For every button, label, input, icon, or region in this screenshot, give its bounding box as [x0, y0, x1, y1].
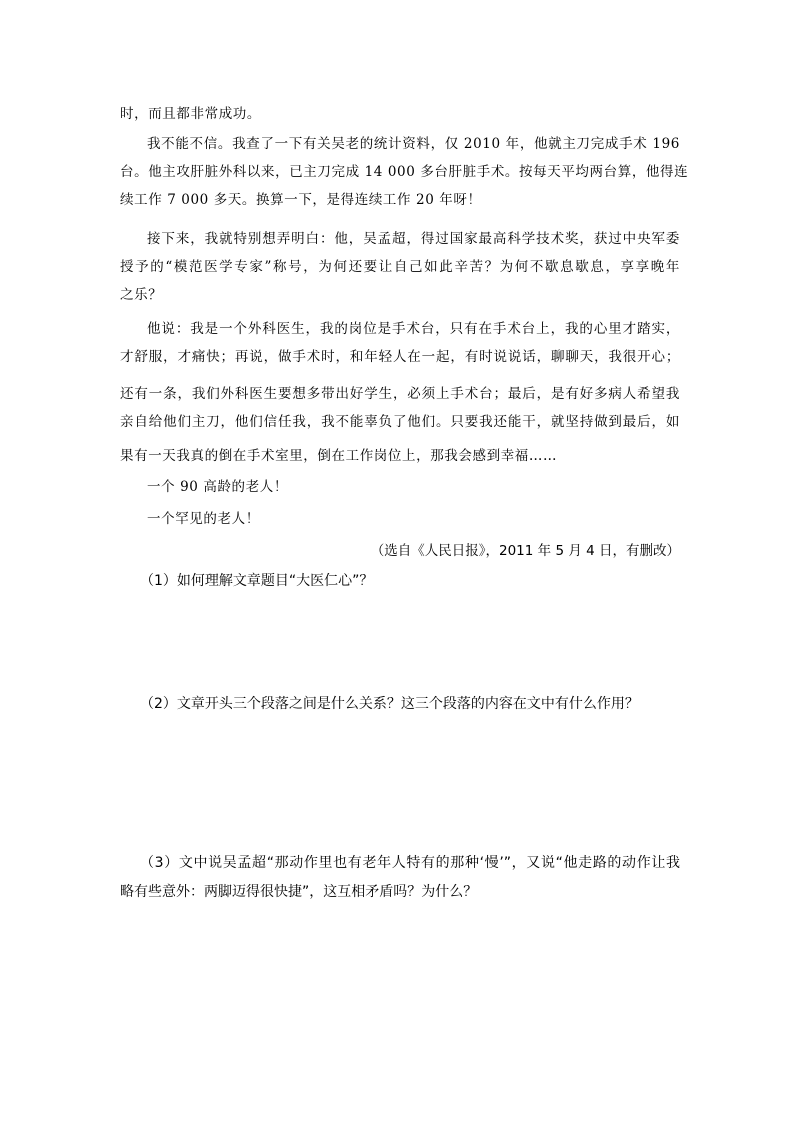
source-citation: （选自《人民日报》，2011 年 5 月 4 日，有删改）	[370, 543, 680, 559]
paragraph-line: 台。他主攻肝脏外科以来，已主刀完成 14 000 多台肝脏手术。按每天平均两台算，他得连	[120, 164, 689, 180]
question-2: （2）文章开头三个段落之间是什么关系？这三个段落的内容在文中有什么作用？	[140, 696, 639, 712]
paragraph-line: 他说：我是一个外科医生，我的岗位是手术台，只有在手术台上，我的心里才踏实，	[147, 321, 680, 337]
paragraph-line: 时，而且都非常成功。	[120, 106, 261, 122]
paragraph-line: 我不能不信。我查了一下有关吴老的统计资料，仅 2010 年，他就主刀完成手术 196	[147, 136, 680, 152]
paragraph-line: 接下来，我就特别想弄明白：他，吴孟超，得过国家最高科学技术奖，获过中央军委	[147, 231, 680, 247]
paragraph-line: 一个罕见的老人！	[147, 511, 260, 527]
question-3-line-2: 略有些意外：两脚迈得很快捷”，这互相矛盾吗？为什么？	[120, 884, 478, 900]
paragraph-line: 还有一条，我们外科医生要想多带出好学生，必须上手术台；最后，是有好多病人希望我	[120, 386, 680, 402]
paragraph-line: 亲自给他们主刀，他们信任我，我不能辜负了他们。只要我还能干，就坚持做到最后，如	[120, 414, 680, 430]
question-3-line-1: （3）文中说吴孟超“那动作里也有老年人特有的那种‘慢’”，又说“他走路的动作让我	[140, 855, 680, 871]
paragraph-line: 果有一天我真的倒在手术室里，倒在工作岗位上，那我会感到幸福……	[120, 448, 558, 464]
paragraph-line: 授予的“模范医学专家”称号，为何还要让自己如此辛苦？为何不歇息歇息，享享晚年	[120, 259, 680, 275]
paragraph-line: 一个 90 高龄的老人！	[147, 479, 288, 495]
question-1: （1）如何理解文章题目“大医仁心”？	[140, 573, 374, 589]
paragraph-line: 续工作 7 000 多天。换算一下，是得连续工作 20 年呀！	[120, 192, 482, 208]
paragraph-line: 才舒服，才痛快；再说，做手术时，和年轻人在一起，有时说说话，聊聊天，我很开心；	[120, 349, 680, 365]
paragraph-line: 之乐？	[120, 287, 163, 303]
